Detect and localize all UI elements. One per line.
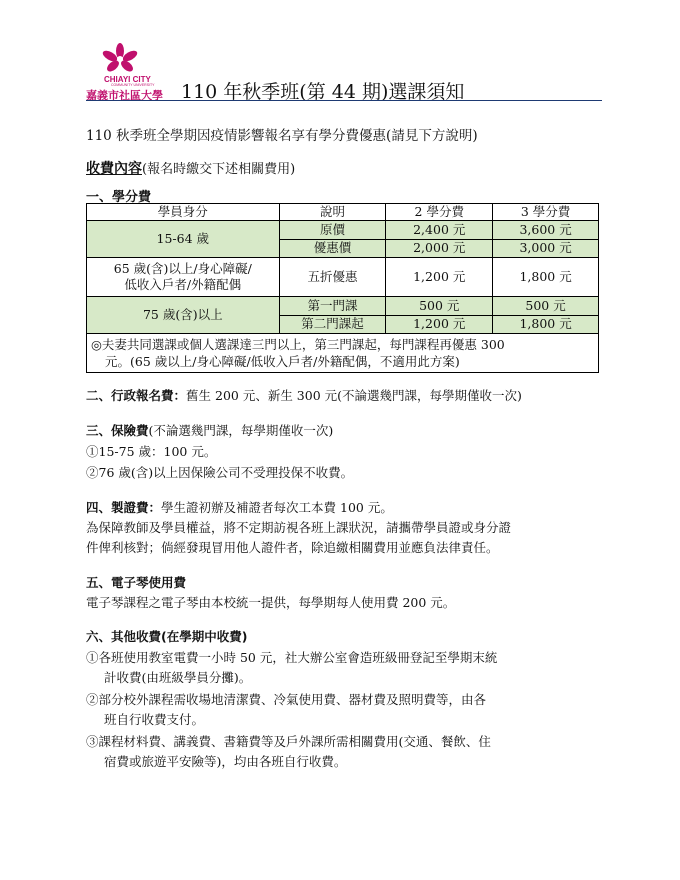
section5-title: 五、電子琴使用費 xyxy=(86,575,187,590)
intro-text: 110 秋季班全學期因疫情影響報名享有學分費優惠(請見下方說明) xyxy=(86,128,478,144)
page-title: 110 年秋季班(第 44 期)選課須知 xyxy=(181,81,465,103)
table-row xyxy=(87,297,599,316)
fee-heading-label: 收費內容 xyxy=(86,161,142,177)
section6-item: ①各班使用教室電費一小時 50 元，社大辦公室會造班級冊登記至學期末統 xyxy=(86,650,498,665)
section5 xyxy=(86,573,186,591)
price-cell: 2,400 元 xyxy=(386,221,493,240)
fee-heading-note: (報名時繳交下述相關費用) xyxy=(142,162,296,177)
desc-cell: 五折優惠 xyxy=(279,258,386,297)
section3-title: 三、保險費 xyxy=(86,423,149,438)
desc-cell: 第二門課起 xyxy=(279,315,386,334)
school-logo xyxy=(86,42,163,102)
price-cell: 3,600 元 xyxy=(493,221,599,240)
price-cell: 500 元 xyxy=(493,297,599,316)
group-line: 低收入戶者/外籍配偶 xyxy=(124,277,242,292)
section2 xyxy=(86,386,522,404)
section1-title: 一、學分費 xyxy=(86,190,152,205)
section4 xyxy=(86,498,393,516)
flower-icon xyxy=(100,42,140,78)
logo-sub-text: COMMUNITY UNIVERSITY xyxy=(111,83,155,87)
section4-line: 件俾利核對；倘經發現冒用他人證件者，除追繳相關費用並應負法律責任。 xyxy=(86,540,499,555)
price-cell: 1,200 元 xyxy=(386,258,493,297)
table-header-row xyxy=(87,204,599,221)
group-cell: 15-64 歲 xyxy=(87,221,280,258)
header xyxy=(86,42,602,102)
table-header: 學員身分 xyxy=(87,204,280,221)
group-cell xyxy=(87,258,280,297)
section6-item-cont: 計收費(由班級學員分攤)。 xyxy=(104,670,252,685)
table-header: 2 學分費 xyxy=(386,204,493,221)
fee-heading xyxy=(86,158,295,178)
table-row xyxy=(87,221,599,240)
header-divider xyxy=(86,100,602,101)
section4-title: 四、製證費： xyxy=(86,500,162,515)
section4-text: 學生證初辦及補證者每次工本費 100 元。 xyxy=(161,500,393,515)
desc-cell: 原價 xyxy=(279,221,386,240)
section5-text: 電子琴課程之電子琴由本校統一提供，每學期每人使用費 200 元。 xyxy=(86,595,456,610)
section2-title: 二、行政報名費： xyxy=(86,388,187,403)
section2-text: 舊生 200 元、新生 300 元(不論選幾門課，每學期僅收一次) xyxy=(186,388,522,403)
section4-line: 為保障教師及學員權益，將不定期訪視各班上課狀況，請攜帶學員證或身分證 xyxy=(86,520,512,535)
note-line: ◎夫妻共同選課或個人選課達三門以上，第三門課起，每門課程再優惠 300 xyxy=(91,337,505,352)
group-cell: 75 歲(含)以上 xyxy=(87,297,280,334)
section3-note: (不論選幾門課，每學期僅收一次) xyxy=(148,423,334,438)
price-cell: 500 元 xyxy=(386,297,493,316)
fee-table xyxy=(86,203,599,373)
table-header: 說明 xyxy=(279,204,386,221)
desc-cell: 優惠價 xyxy=(279,239,386,258)
logo-latin-text: CHIAYI CITY xyxy=(104,75,151,84)
price-cell: 1,800 元 xyxy=(493,258,599,297)
table-note-row xyxy=(87,334,599,373)
group-line: 65 歲(含)以上/身心障礙/ xyxy=(113,261,252,276)
section6-item: ③課程材料費、講義費、書籍費等及戶外課所需相關費用(交通、餐飲、住 xyxy=(86,734,491,749)
table-note xyxy=(87,334,599,373)
section3 xyxy=(86,421,333,439)
table-header: 3 學分費 xyxy=(493,204,599,221)
section6-title: 六、其他收費(在學期中收費) xyxy=(86,629,248,644)
table-row xyxy=(87,258,599,297)
section3-item: ②76 歲(含)以上因保險公司不受理投保不收費。 xyxy=(86,465,354,480)
desc-cell: 第一門課 xyxy=(279,297,386,316)
logo-cjk-text: 嘉義市社區大學 xyxy=(86,89,163,102)
section6-item-cont: 宿費或旅遊平安險等)，均由各班自行收費。 xyxy=(104,754,347,769)
section6-item-cont: 班自行收費支付。 xyxy=(104,712,205,727)
price-cell: 3,000 元 xyxy=(493,239,599,258)
price-cell: 1,800 元 xyxy=(493,315,599,334)
section6 xyxy=(86,627,247,645)
section3-item: ①15-75 歲：100 元。 xyxy=(86,444,217,459)
price-cell: 2,000 元 xyxy=(386,239,493,258)
note-line: 元。(65 歲以上/身心障礙/低收入戶者/外籍配偶，不適用此方案) xyxy=(105,354,460,369)
section6-item: ②部分校外課程需收場地清潔費、冷氣使用費、器材費及照明費等，由各 xyxy=(86,692,487,707)
price-cell: 1,200 元 xyxy=(386,315,493,334)
